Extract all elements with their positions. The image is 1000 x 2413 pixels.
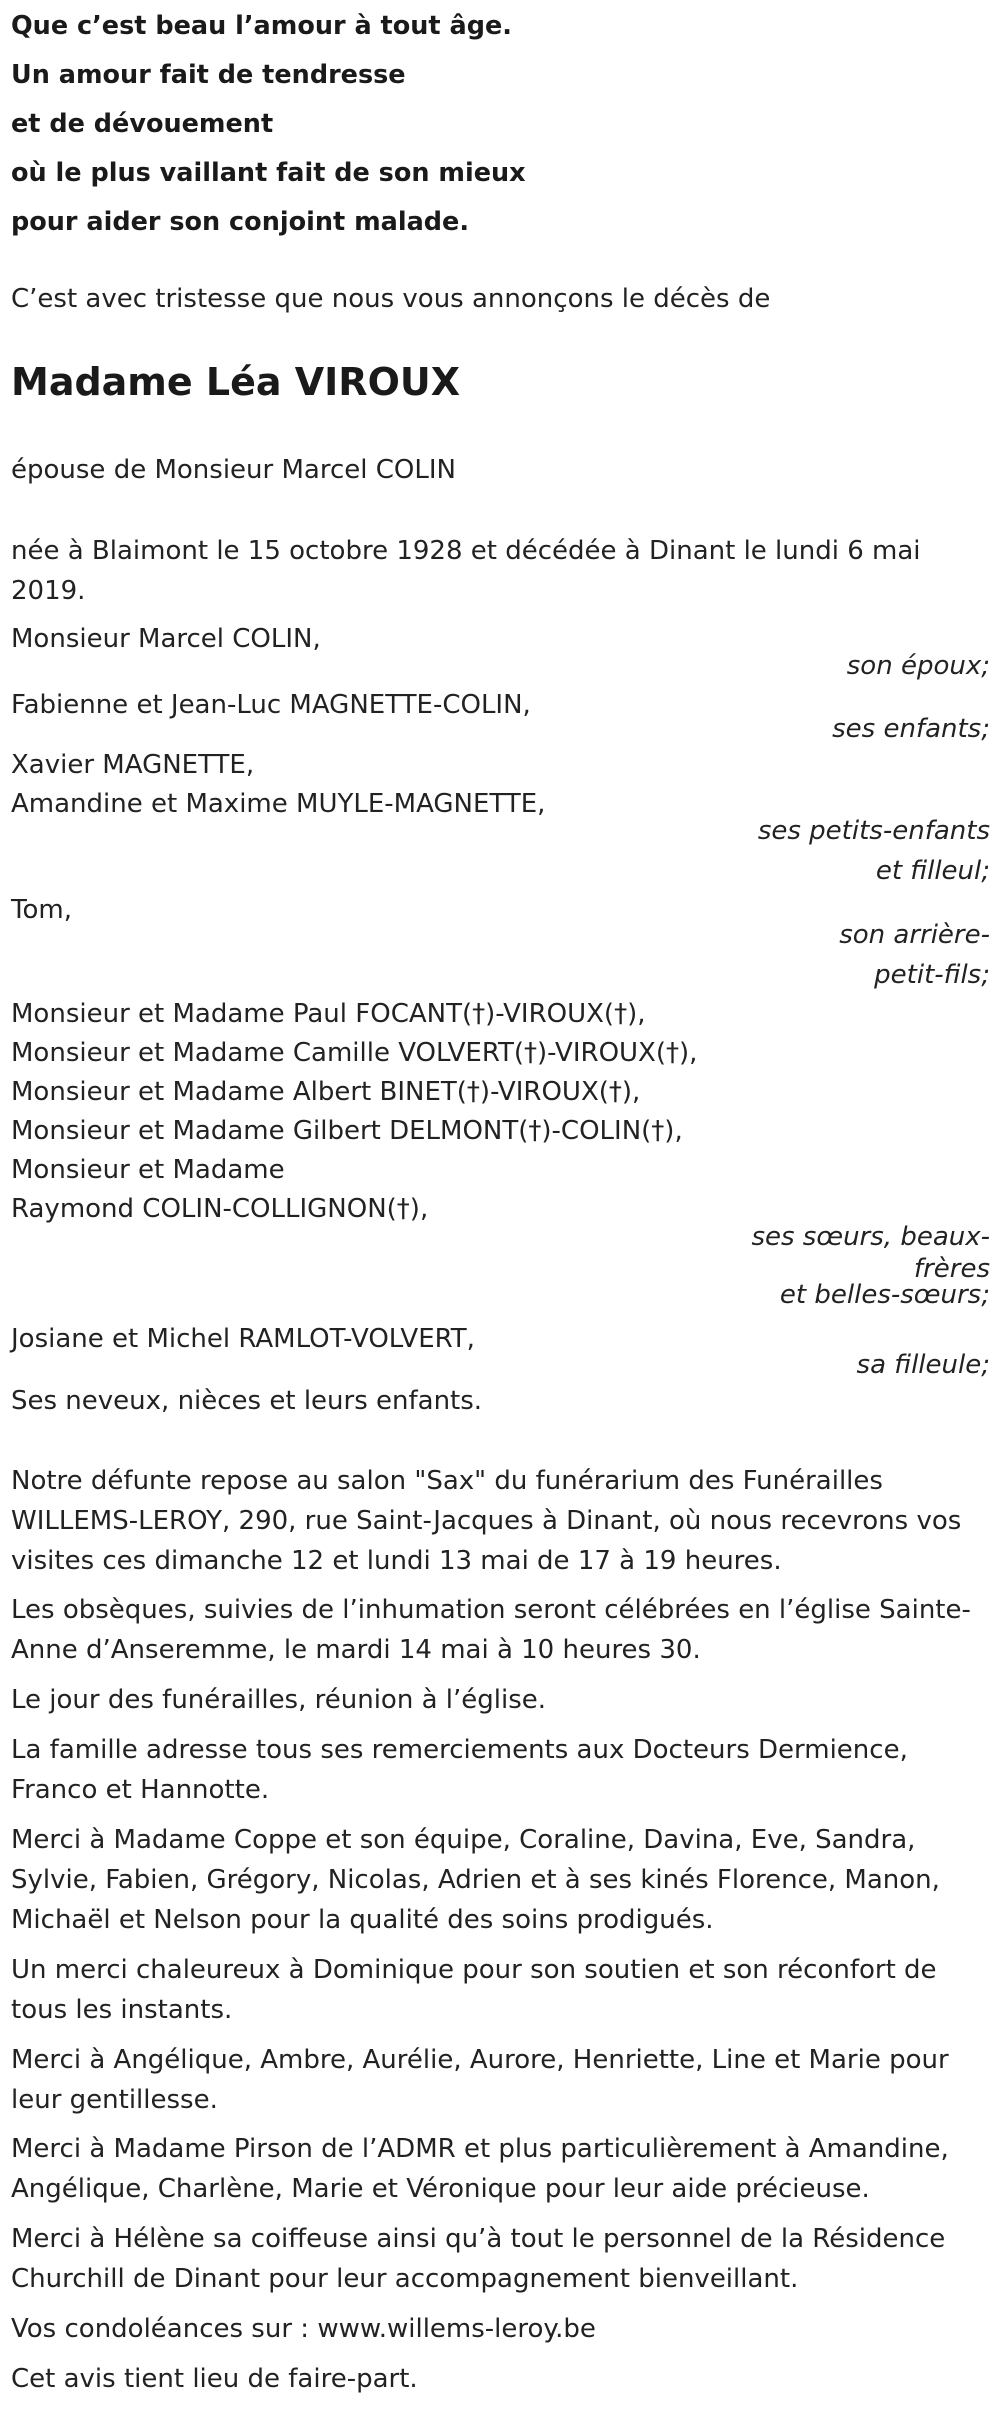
paragraph-thanks-kindness: Merci à Angélique, Ambre, Aurélie, Aurore, Henriette, Line et Marie pour leur gentillesse. [11, 2045, 949, 2115]
family-great-grandchild-name: Tom, [11, 895, 72, 925]
poem-line: Un amour fait de tendresse [11, 60, 406, 90]
family-sibling-line: Monsieur et Madame Albert BINET(†)-VIROUX(†), [11, 1077, 641, 1107]
poem [11, 10, 526, 255]
paragraph-visitation: Notre défunte repose au salon "Sax" du funérarium des Funérailles WILLEMS-LEROY, 290, rue Saint-Jacques à Dinant, où nous recevrons vos visites ces dimanche 12 et lundi 13 mai de 17 à 19 heures. [11, 1466, 962, 1576]
family-siblings-names [11, 995, 697, 1229]
birth-death-dates: née à Blaimont le 15 octobre 1928 et décédée à Dinant le lundi 6 mai 2019. [11, 536, 921, 606]
relation-line: et filleul; [875, 856, 990, 886]
family-children-relation: ses enfants; [832, 714, 990, 744]
paragraph-faire-part: Cet avis tient lieu de faire-part. [11, 2364, 418, 2394]
poem-line: pour aider son conjoint malade. [11, 207, 470, 237]
family-sibling-line: Monsieur et Madame Gilbert DELMONT(†)-COLIN(†), [11, 1116, 683, 1146]
spouse-line: épouse de Monsieur Marcel COLIN [11, 455, 456, 485]
family-children-name: Fabienne et Jean-Luc MAGNETTE-COLIN, [11, 690, 531, 720]
family-spouse-name: Monsieur Marcel COLIN, [11, 624, 321, 654]
family-siblings-relation [751, 1218, 990, 1308]
poem-line: Que c’est beau l’amour à tout âge. [11, 11, 512, 41]
family-sibling-line: Monsieur et Madame [11, 1155, 285, 1185]
poem-line: où le plus vaillant fait de son mieux [11, 158, 526, 188]
paragraph-thanks-residence: Merci à Hélène sa coiffeuse ainsi qu’à tout le personnel de la Résidence Churchill de Dinant pour leur accompagnement bienveillant. [11, 2224, 946, 2294]
relation-line: ses sœurs, beaux- [751, 1222, 990, 1252]
paragraph-thanks-team: Merci à Madame Coppe et son équipe, Coraline, Davina, Eve, Sandra, Sylvie, Fabien, Grégory, Nicolas, Adrien et à ses kinés Florence, Manon, Michaël et Nelson pour la qualité des soins prodigués. [11, 1825, 940, 1935]
announcement: C’est avec tristesse que nous vous annonçons le décès de [11, 284, 771, 314]
paragraph-thanks-dominique: Un merci chaleureux à Dominique pour son soutien et son réconfort de tous les instants. [11, 1955, 937, 2025]
relation-line: ses petits-enfants [757, 816, 990, 846]
deceased-name: Madame Léa VIROUX [11, 360, 461, 404]
relation-line: son arrière- [839, 920, 990, 950]
family-goddaughter-relation: sa filleule; [856, 1350, 990, 1380]
family-grandchildren-names [11, 746, 545, 824]
relation-line: frères [913, 1254, 990, 1284]
family-sibling-line: Monsieur et Madame Paul FOCANT(†)-VIROUX(†), [11, 999, 646, 1029]
paragraph-condolences: Vos condoléances sur : www.willems-leroy.be [11, 2314, 596, 2344]
family-sibling-line: Monsieur et Madame Camille VOLVERT(†)-VIROUX(†), [11, 1038, 698, 1068]
family-grandchildren-relation [758, 811, 990, 891]
family-grandchild-line: Amandine et Maxime MUYLE-MAGNETTE, [11, 789, 546, 819]
poem-line: et de dévouement [11, 109, 274, 139]
paragraph-thanks-admr: Merci à Madame Pirson de l’ADMR et plus particulièrement à Amandine, Angélique, Charlène, Marie et Véronique pour leur aide précieuse. [11, 2134, 949, 2204]
family-goddaughter-name: Josiane et Michel RAMLOT-VOLVERT, [11, 1324, 475, 1354]
family-spouse-relation: son époux; [846, 651, 990, 681]
family-sibling-line: Raymond COLIN-COLLIGNON(†), [11, 1194, 429, 1224]
family-grandchild-line: Xavier MAGNETTE, [11, 750, 255, 780]
family-great-grandchild-relation [839, 915, 990, 995]
relation-line: et belles-sœurs; [779, 1280, 990, 1310]
paragraph-meeting: Le jour des funérailles, réunion à l’église. [11, 1685, 547, 1715]
relation-line: petit-fils; [874, 960, 990, 990]
family-nephews: Ses neveux, nièces et leurs enfants. [11, 1386, 483, 1416]
paragraph-funeral: Les obsèques, suivies de l’inhumation seront célébrées en l’église Sainte-Anne d’Anseremme, le mardi 14 mai à 10 heures 30. [11, 1595, 971, 1665]
paragraph-thanks-doctors: La famille adresse tous ses remerciements aux Docteurs Dermience, Franco et Hannotte. [11, 1735, 908, 1805]
